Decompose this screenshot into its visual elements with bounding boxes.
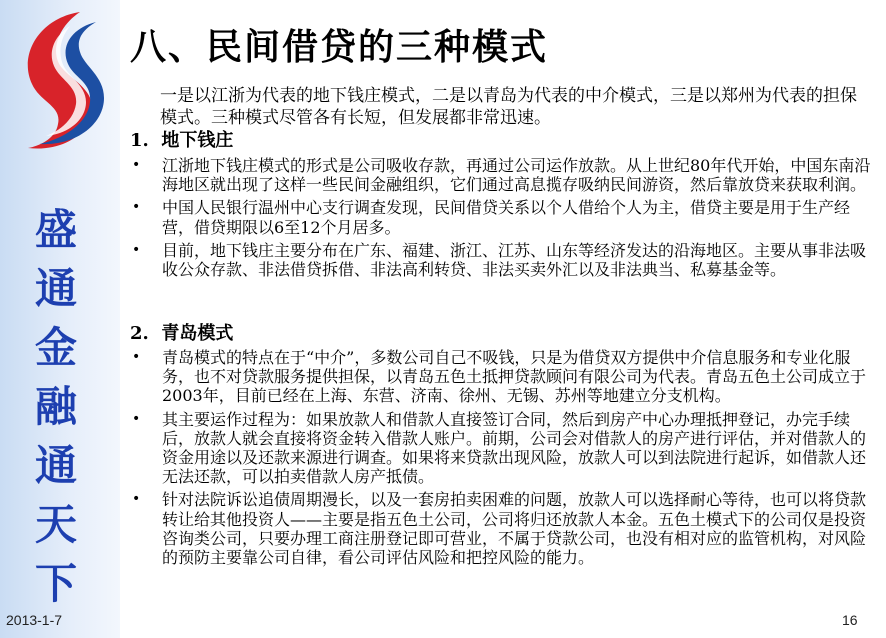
slide-date: 2013-1-7: [6, 612, 63, 628]
bullet-text: 江浙地下钱庄模式的形式是公司吸收存款，再通过公司运作放款。从上世纪80年代开始，中国东南沿海地区就出现了这样一些民间金融组织，它们通过高息揽存吸纳民间游资，然后靠放贷来获取利润。: [162, 156, 871, 195]
slogan-char: 天: [34, 500, 77, 549]
bullet-item: [130, 410, 875, 487]
bullet-dot-icon: •: [132, 157, 141, 173]
bullet-dot-icon: •: [132, 199, 141, 216]
section-heading-1: [130, 130, 233, 152]
bullet-item: [130, 490, 875, 567]
section-title: 地下钱庄: [161, 130, 234, 151]
slogan-char: 盛: [34, 205, 77, 254]
bullet-text: 目前，地下钱庄主要分布在广东、福建、浙江、江苏、山东等经济发达的沿海地区。主要从事非法吸收公众存款、非法借贷拆借、非法高利转贷、非法买卖外汇以及非法典当、私募基金等。: [162, 240, 867, 280]
section-1-bullets: [130, 156, 875, 283]
bullet-text: 其主要运作过程为：如果放款人和借款人直接签订合同，然后到房产中心办理抵押登记，办完手续后，放款人就会直接将资金转入借款人账户。前期，公司会对借款人的房产进行评估，并对借款人的资金用途以及还款来源进行调查。如果将来贷款出现风险，放款人可以到法院进行起诉，如借款人还无法还款，可以拍卖借款人房产抵债。: [162, 409, 867, 487]
bullet-text: 青岛模式的特点在于“中介”，多数公司自己不吸钱，只是为借贷双方提供中介信息服务和专业化服务，也不对贷款服务提供担保，以青岛五色土抵押贷款顾问有限公司为代表。青岛五色土公司成立于2003年，目前已经在上海、东营、济南、徐州、无锡、苏州等地建立分支机构。: [162, 348, 867, 406]
section-heading-2: [130, 323, 233, 345]
bullet-item: [130, 348, 875, 406]
company-logo-icon: [10, 6, 110, 156]
bullet-item: [130, 156, 875, 194]
slogan-char: 融: [34, 382, 77, 431]
slogan-char: 金: [34, 323, 77, 372]
slogan-char: 通: [34, 441, 77, 490]
bullet-item: [130, 241, 875, 279]
bullet-text: 中国人民银行温州中心支行调查发现，民间借贷关系以个人借给个人为主，借贷主要是用于生产经营，借贷期限以6至12个月居多。: [162, 198, 851, 237]
slogan-char: 下: [34, 559, 77, 608]
bullet-text: 针对法院诉讼追债周期漫长，以及一套房拍卖困难的问题，放款人可以选择耐心等待，也可以将贷款转让给其他投资人——主要是指五色土公司，公司将归还放款人本金。五色土模式下的公司仅是投资咨询类公司，只要办理工商注册登记即可营业，不属于贷款公司，也没有相对应的监管机构，对风险的预防主要靠公司自律，看公司评估风险和把控风险的能力。: [162, 490, 867, 568]
bullet-item: [130, 198, 875, 236]
section-2-bullets: [130, 348, 875, 571]
bullet-dot-icon: •: [132, 491, 141, 508]
slide-title: 八、民间借贷的三种模式: [130, 26, 549, 68]
section-title: 青岛模式: [161, 323, 234, 344]
section-number: 1.: [130, 130, 149, 151]
section-number: 2.: [130, 323, 149, 344]
intro-paragraph: 一是以江浙为代表的地下钱庄模式，二是以青岛为代表的中介模式，三是以郑州为代表的担保模式。三种模式尽管各有长短，但发展都非常迅速。: [160, 86, 857, 128]
bullet-dot-icon: •: [132, 241, 141, 258]
bullet-dot-icon: •: [132, 349, 141, 365]
bullet-dot-icon: •: [132, 410, 141, 427]
sidebar: [0, 0, 120, 638]
vertical-slogan: [26, 200, 86, 613]
page-number: 16: [842, 612, 858, 628]
slogan-char: 通: [34, 264, 77, 313]
